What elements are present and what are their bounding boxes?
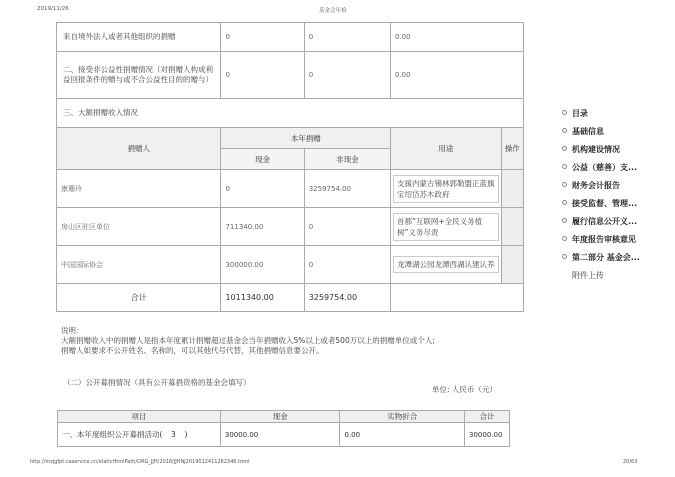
section-label: 三、大额捐赠收入情况 (57, 99, 524, 128)
circle-icon (562, 218, 567, 223)
note-line: 捐赠人如要求不公开姓名、名称的，可以其他代号代替，其他捐赠信息要公开。 (61, 346, 324, 355)
donation-table (56, 22, 524, 312)
sidebar-item-contents[interactable]: 目录 (562, 108, 675, 126)
donor-cell: 中国国际协会 (57, 246, 221, 284)
circle-icon (562, 254, 567, 259)
table-row (57, 52, 524, 99)
col-action: 操作 (501, 128, 523, 170)
circle-icon (562, 164, 567, 169)
table-row (57, 170, 524, 208)
currency-unit: 单位: 人民币（元） (432, 385, 497, 394)
noncash-cell: 3259754.00 (304, 170, 390, 208)
inkind-cell: 0.00 (340, 423, 465, 447)
page-url: http://mzjgfpt.caservice.cn/staticHtmlPath/ORG_JJH/2018/JJHNJ2019012411262346.html (30, 459, 250, 465)
row-label: 一、本年度组织公开募捐活动( (62, 430, 163, 439)
section-title: （二）公开募捐情况（具有公开募捐资格的基金会填写） (63, 378, 251, 387)
cell: 0 (304, 52, 390, 99)
public-fundraising-table (57, 410, 510, 447)
table-row (58, 423, 510, 447)
cell: 0.00 (390, 23, 523, 52)
col-cash: 现金 (220, 411, 340, 423)
cash-cell: 300000.00 (221, 246, 304, 284)
cell: 0 (304, 23, 390, 52)
total-row (57, 284, 524, 312)
circle-icon (562, 200, 567, 205)
total-cell: 30000.00 (465, 423, 510, 447)
noncash-cell: 0 (304, 246, 390, 284)
print-date: 2019/11/26 (37, 6, 69, 12)
cell: 0.00 (390, 52, 523, 99)
noncash-cell: 0 (304, 208, 390, 246)
circle-icon (562, 128, 567, 133)
sidebar-item-supervision[interactable]: 接受监督、管理... (562, 198, 675, 216)
purpose-field[interactable]: 首都“互联网+全民义务植树”义务尽责 (393, 213, 499, 241)
sidebar-item-attachments[interactable]: 附件上传 (572, 271, 604, 280)
circle-icon (562, 182, 567, 187)
cash-cell: 711340.00 (221, 208, 304, 246)
sidebar-item-organization[interactable]: 机构建设情况 (562, 144, 675, 162)
circle-icon (562, 146, 567, 151)
page-number: 20/63 (623, 459, 638, 465)
cell: 0 (221, 23, 304, 52)
circle-icon (562, 110, 567, 115)
row-label: 来自境外法人或者其他组织的捐赠 (57, 23, 221, 52)
donor-cell: 康珊玲 (57, 170, 221, 208)
total-label: 合计 (57, 284, 221, 312)
cash-cell: 30000.00 (220, 423, 340, 447)
total-cash: 1011340.00 (221, 284, 304, 312)
row-label-close: ) (184, 430, 188, 439)
note-heading: 说明： (61, 326, 84, 335)
sidebar-item-part-two[interactable]: 第二部分 基金会... (562, 252, 675, 270)
sidebar-item-charity[interactable]: 公益（慈善）支... (562, 162, 675, 180)
col-cash: 现金 (221, 149, 304, 170)
circle-icon (562, 236, 567, 241)
col-inkind: 实物折合 (340, 411, 465, 423)
sidebar-nav (562, 108, 675, 288)
note-line: 大额捐赠收入中的捐赠人是指本年度累计捐赠超过基金会当年捐赠收入5%以上或者500万以上的捐赠单位或个人; (61, 336, 435, 345)
row-label: 二、接受非公益性捐赠情况（对捐赠人构成利益回报条件的赠与或不合公益性目的的赠与） (57, 52, 221, 99)
purpose-field[interactable]: 支援内蒙古锡林郭勒盟正蓝旗宝绍岱苏木政府 (393, 175, 499, 203)
table-row (57, 208, 524, 246)
col-donor: 捐赠人 (57, 128, 221, 170)
total-noncash: 3259754.00 (304, 284, 390, 312)
sidebar-item-basic-info[interactable]: 基础信息 (562, 126, 675, 144)
sidebar-item-audit-opinion[interactable]: 年度报告审核意见 (562, 234, 675, 252)
table-row (57, 99, 524, 128)
explanation-note (61, 326, 435, 356)
print-title: 基金会年检 (319, 8, 347, 14)
sidebar-item-disclosure[interactable]: 履行信息公开义... (562, 216, 675, 234)
cash-cell: 0 (221, 170, 304, 208)
col-purpose: 用途 (390, 128, 501, 170)
col-item: 项目 (58, 411, 221, 423)
sidebar-item-finance-report[interactable]: 财务会计报告 (562, 180, 675, 198)
table-row (57, 23, 524, 52)
col-total: 合计 (465, 411, 510, 423)
donor-cell: 房山区驻区单位 (57, 208, 221, 246)
col-year: 本年捐赠 (221, 128, 391, 149)
header-row (57, 128, 524, 149)
cell: 0 (221, 52, 304, 99)
table-row (57, 246, 524, 284)
activity-count: 3 (171, 430, 176, 439)
purpose-field[interactable]: 龙潭湖公园龙潭西湖认建认养 (393, 256, 499, 273)
header-row (58, 411, 510, 423)
col-noncash: 非现金 (304, 149, 390, 170)
